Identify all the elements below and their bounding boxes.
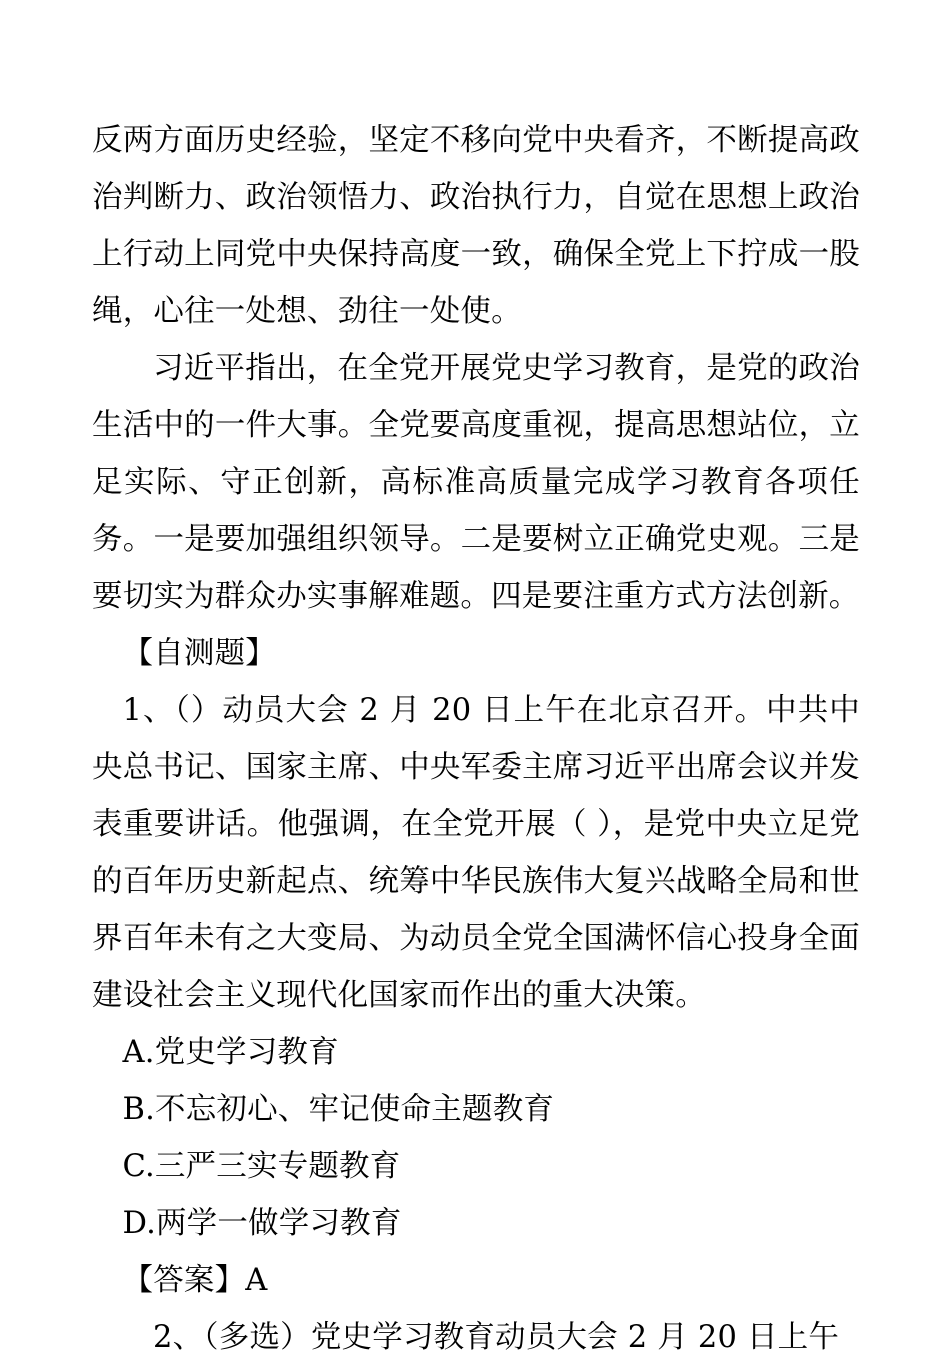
question-1-option-a: A.党史学习教育 [122, 1035, 339, 1070]
question-1-option-b: B.不忘初心、牢记使命主题教育 [122, 1092, 555, 1127]
question-1-option-d: D.两学一做学习教育 [122, 1206, 402, 1241]
question-2: 2、（多选）党史学习教育动员大会 2 月 20 日上午 [153, 1320, 840, 1355]
document-body [92, 112, 860, 1366]
question-1: 1、（）动员大会 2 月 20 日上午在北京召开。中共中央总书记、国家主席、中央军委主席习近平出席会议并发表重要讲话。他强调，在全党开展（ ），是党中央立足党的百年历史新起点、统筹中华民族伟大复兴战略全局和世界百年未有之大变局、为动员全党全国满怀信心投身全面建设社会主义现代化国家而作出的重大决策。 [92, 693, 860, 1013]
paragraph-xi-remarks: 习近平指出，在全党开展党史学习教育，是党的政治生活中的一件大事。全党要高度重视，提高思想站位，立足实际、守正创新，高标准高质量完成学习教育各项任务。一是要加强组织领导。二是要树立正确党史观。三是要切实为群众办实事解难题。四是要注重方式方法创新。 [92, 351, 860, 614]
question-1-option-c: C.三严三实专题教育 [122, 1149, 401, 1184]
question-1-answer: 【答案】A [122, 1263, 268, 1298]
paragraph-history-experience: 反两方面历史经验，坚定不移向党中央看齐，不断提高政治判断力、政治领悟力、政治执行力，自觉在思想上政治上行动上同党中央保持高度一致，确保全党上下拧成一股绳，心往一处想、劲往一处使。 [92, 123, 860, 329]
heading-self-test: 【自测题】 [122, 636, 276, 671]
